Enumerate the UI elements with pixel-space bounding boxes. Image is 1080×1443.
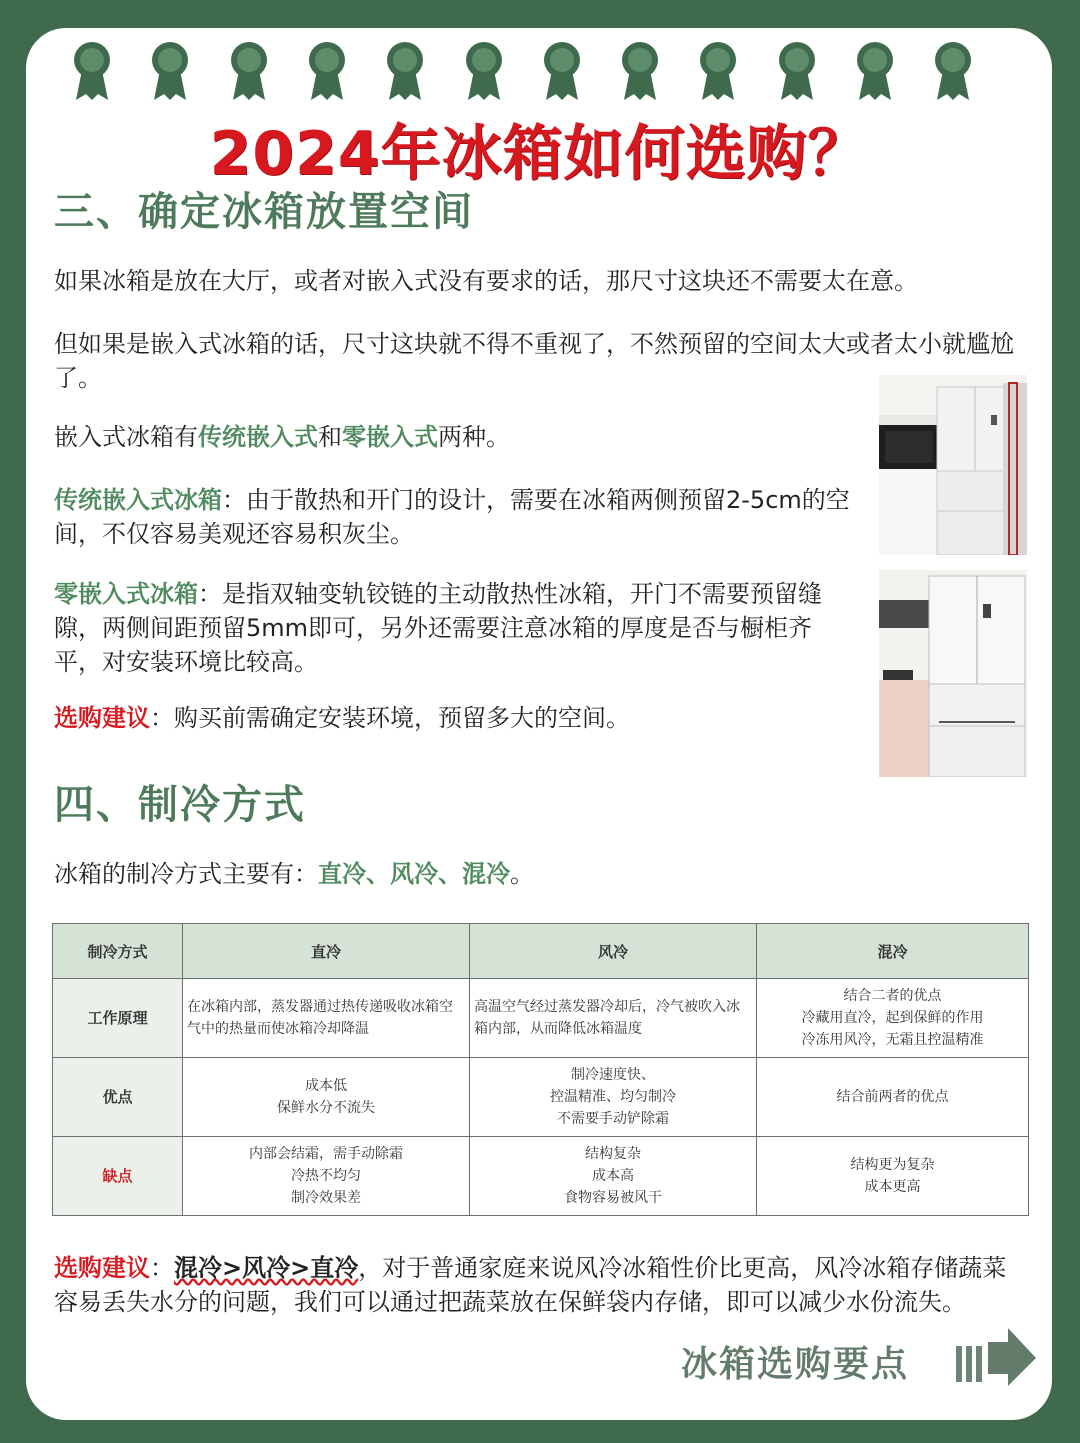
table-cell xyxy=(470,1058,757,1137)
embedded-fridge-photo xyxy=(879,375,1027,555)
cooling-methods-intro: 冰箱的制冷方式主要有：直冷、风冷、混冷。 xyxy=(54,860,534,888)
table-cell xyxy=(470,979,757,1058)
table-cell xyxy=(470,1137,757,1216)
arrow-right-icon xyxy=(956,1324,1036,1388)
table-cell-line: 制冷效果差 xyxy=(291,1190,361,1206)
table-row-label: 优点 xyxy=(53,1058,183,1137)
table-cell-line: 冷藏用直冷，起到保鲜的作用 xyxy=(801,1010,984,1026)
table-header-cell: 制冷方式 xyxy=(53,924,183,979)
table-row xyxy=(53,1137,1029,1216)
table-cell-line: 保鲜水分不流失 xyxy=(277,1100,375,1116)
award-ribbon-icon xyxy=(464,40,504,102)
award-ribbon-icon xyxy=(150,40,190,102)
table-cell-line: 结构更为复杂 xyxy=(850,1157,935,1173)
award-ribbon-icon xyxy=(542,40,582,102)
table-cell xyxy=(183,1137,470,1216)
table-cell-line: 控温精准、均匀制冷 xyxy=(550,1089,676,1105)
table-cell-line: 结构复杂 xyxy=(585,1146,641,1162)
footer-label: 冰箱选购要点 xyxy=(681,1344,910,1385)
table-row xyxy=(53,979,1029,1058)
award-ribbon-icon xyxy=(777,40,817,102)
table-row-label: 工作原理 xyxy=(53,979,183,1058)
table-header-cell: 混冷 xyxy=(757,924,1029,979)
award-ribbon-icon xyxy=(933,40,973,102)
table-cell xyxy=(183,1058,470,1137)
award-ribbon-icon xyxy=(855,40,895,102)
award-ribbon-icon xyxy=(620,40,660,102)
table-cell-line: 冷冻用风冷，无霜且控温精准 xyxy=(801,1032,984,1048)
table-row xyxy=(53,1058,1029,1137)
table-cell-line: 成本更高 xyxy=(864,1179,921,1195)
traditional-embedded-paragraph: 传统嵌入式冰箱：由于散热和开门的设计，需要在冰箱两侧预留2-5cm的空间，不仅容易美观还容易积灰尘。 xyxy=(54,486,850,548)
table-header-cell: 直冷 xyxy=(183,924,470,979)
table-cell-line: 高温空气经过蒸发器冷却后，冷气被吹入冰箱内部，从而降低冰箱温度 xyxy=(474,999,740,1037)
award-ribbon-icon xyxy=(385,40,425,102)
table-cell-line: 制冷速度快、 xyxy=(571,1067,655,1083)
section-3-paragraph-1: 如果冰箱是放在大厅，或者对嵌入式没有要求的话，那尺寸这块还不需要太在意。 xyxy=(54,267,918,295)
table-cell xyxy=(183,979,470,1058)
table-header-cell: 风冷 xyxy=(470,924,757,979)
section-3-heading: 三、确定冰箱放置空间 xyxy=(54,189,474,235)
table-cell-line: 冷热不均匀 xyxy=(291,1168,361,1184)
table-cell-line: 在冰箱内部，蒸发器通过热传递吸收冰箱空气中的热量而使冰箱冷却降温 xyxy=(187,999,453,1037)
section-4-heading: 四、制冷方式 xyxy=(54,782,306,828)
table-cell-line: 成本高 xyxy=(592,1168,634,1184)
traditional-embedded-term: 传统嵌入式 xyxy=(198,423,318,451)
section-3-paragraph-2: 但如果是嵌入式冰箱的话，尺寸这块就不得不重视了，不然预留的空间太大或者太小就尴尬了。 xyxy=(54,330,1014,392)
zero-embedded-paragraph: 零嵌入式冰箱：是指双轴变轨铰链的主动散热性冰箱，开门不需要预留缝隙，两侧间距预留5mm即可，另外还需要注意冰箱的厚度是否与橱柜齐平，对安装环境比较高。 xyxy=(54,580,822,676)
table-cell-line: 结合二者的优点 xyxy=(843,988,942,1004)
award-ribbon-icon xyxy=(229,40,269,102)
table-header-row xyxy=(53,924,1029,979)
section-3-paragraph-3: 嵌入式冰箱有传统嵌入式和零嵌入式两种。 xyxy=(54,423,510,451)
content-card xyxy=(26,28,1052,1420)
table-cell xyxy=(757,1058,1029,1137)
section-3-advice: 选购建议：购买前需确定安装环境，预留多大的空间。 xyxy=(54,704,630,732)
zero-embedded-term: 零嵌入式 xyxy=(342,423,438,451)
table-cell-line: 结合前两者的优点 xyxy=(836,1089,949,1105)
table-cell-line: 食物容易被风干 xyxy=(564,1190,662,1206)
table-cell xyxy=(757,1137,1029,1216)
ribbon-decoration-row xyxy=(26,40,1052,104)
cooling-comparison-table xyxy=(52,923,1029,1216)
table-row-label: 缺点 xyxy=(53,1137,183,1216)
award-ribbon-icon xyxy=(698,40,738,102)
section-4-advice: 选购建议：混冷>风冷>直冷，对于普通家庭来说风冷冰箱性价比更高，风冷冰箱存储蔬菜容易丢失水分的问题，我们可以通过把蔬菜放在保鲜袋内存储，即可以减少水份流失。 xyxy=(54,1254,1007,1316)
table-cell-line: 成本低 xyxy=(305,1078,347,1094)
table-cell-line: 不需要手动铲除霜 xyxy=(557,1111,669,1127)
award-ribbon-icon xyxy=(307,40,347,102)
zero-embedded-fridge-photo xyxy=(879,570,1027,777)
recommended-order: 混冷>风冷>直冷 xyxy=(174,1254,359,1282)
table-cell-line: 内部会结霜，需手动除霜 xyxy=(249,1146,403,1162)
award-ribbon-icon xyxy=(72,40,112,102)
table-cell xyxy=(757,979,1029,1058)
page-title: 2024年冰箱如何选购？ xyxy=(209,119,869,189)
